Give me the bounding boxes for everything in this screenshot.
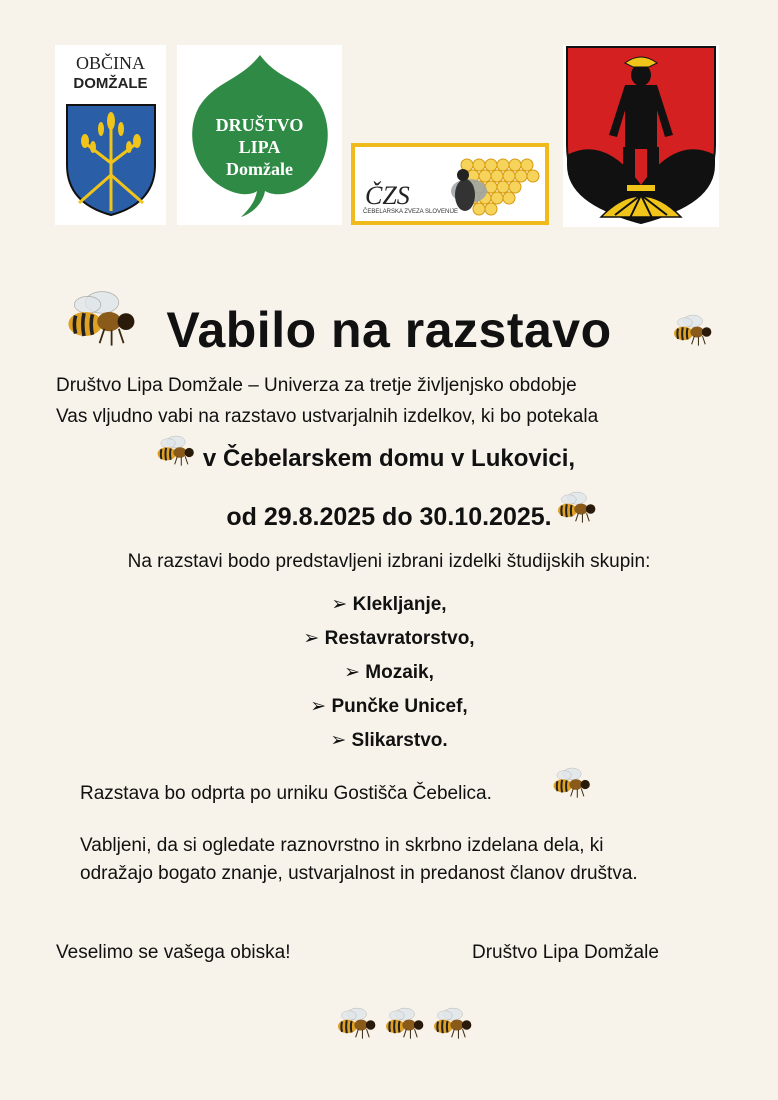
czs-abbrev: ČZS bbox=[365, 181, 410, 210]
bee-icon bbox=[62, 288, 142, 348]
closing-line-2: odražajo bogato znanje, ustvarjalnost in predanost članov društva. bbox=[80, 863, 638, 884]
signature: Društvo Lipa Domžale bbox=[472, 942, 659, 963]
intro-line-2: Vas vljudno vabi na razstavo ustvarjalnih izdelkov, ki bo potekala bbox=[56, 406, 599, 427]
bullet-arrow-icon: ➢ bbox=[344, 662, 360, 683]
czs-full-name: ČEBELARSKA ZVEZA SLOVENIJE bbox=[363, 209, 459, 215]
drustvo-lipa-logo bbox=[177, 45, 342, 225]
lukovica-crest-logo bbox=[563, 45, 719, 227]
honeycomb-icon bbox=[447, 151, 547, 221]
intro-line-1: Društvo Lipa Domžale – Univerza za tretje življenjsko obdobje bbox=[56, 375, 577, 396]
bullet-arrow-icon: ➢ bbox=[331, 594, 348, 615]
list-item bbox=[0, 726, 778, 760]
bullet-arrow-icon: ➢ bbox=[310, 696, 327, 717]
opening-hours-note: Razstava bo odprta po urniku Gostišča Čebelica. bbox=[80, 783, 492, 804]
list-item bbox=[0, 590, 778, 624]
domzale-coat-of-arms-icon bbox=[65, 103, 157, 217]
bee-icon bbox=[556, 490, 598, 524]
domzale-leaf-label: Domžale bbox=[226, 159, 293, 179]
bee-icon bbox=[432, 1006, 474, 1040]
bee-icon bbox=[552, 766, 592, 799]
bullet-arrow-icon: ➢ bbox=[330, 730, 347, 751]
obcina-domzale-logo bbox=[55, 45, 166, 225]
groups-list bbox=[0, 590, 778, 760]
list-item bbox=[0, 624, 778, 658]
event-dates: od 29.8.2025 do 30.10.2025. bbox=[226, 503, 552, 531]
group-name: Klekljanje, bbox=[352, 594, 447, 615]
groups-intro: Na razstavi bodo predstavljeni izbrani izdelki študijskih skupin: bbox=[127, 551, 651, 572]
page-title: Vabilo na razstavo bbox=[166, 302, 612, 358]
greeting: Veselimo se vašega obiska! bbox=[56, 942, 291, 963]
group-name: Slikarstvo. bbox=[351, 730, 448, 751]
lukovica-coat-of-arms-icon bbox=[565, 45, 717, 225]
bee-icon bbox=[384, 1006, 426, 1040]
bullet-arrow-icon: ➢ bbox=[303, 628, 320, 649]
domzale-label: DOMŽALE bbox=[73, 75, 148, 92]
bee-icon bbox=[156, 434, 196, 467]
drustvo-label: DRUŠTVO bbox=[215, 115, 304, 135]
bee-icon bbox=[336, 1006, 378, 1040]
event-location: v Čebelarskem domu v Lukovici, bbox=[202, 445, 576, 472]
list-item bbox=[0, 658, 778, 692]
czs-logo bbox=[351, 143, 549, 225]
obcina-label: OBČINA bbox=[75, 53, 145, 73]
closing-line-1: Vabljeni, da si ogledate raznovrstno in skrbno izdelana dela, ki bbox=[80, 835, 604, 856]
group-name: Punčke Unicef, bbox=[331, 696, 468, 717]
linden-leaf-icon bbox=[185, 51, 335, 221]
bee-icon bbox=[672, 313, 714, 347]
list-item bbox=[0, 692, 778, 726]
group-name: Restavratorstvo, bbox=[324, 628, 475, 649]
lipa-label: LIPA bbox=[238, 137, 281, 157]
group-name: Mozaik, bbox=[365, 662, 434, 683]
